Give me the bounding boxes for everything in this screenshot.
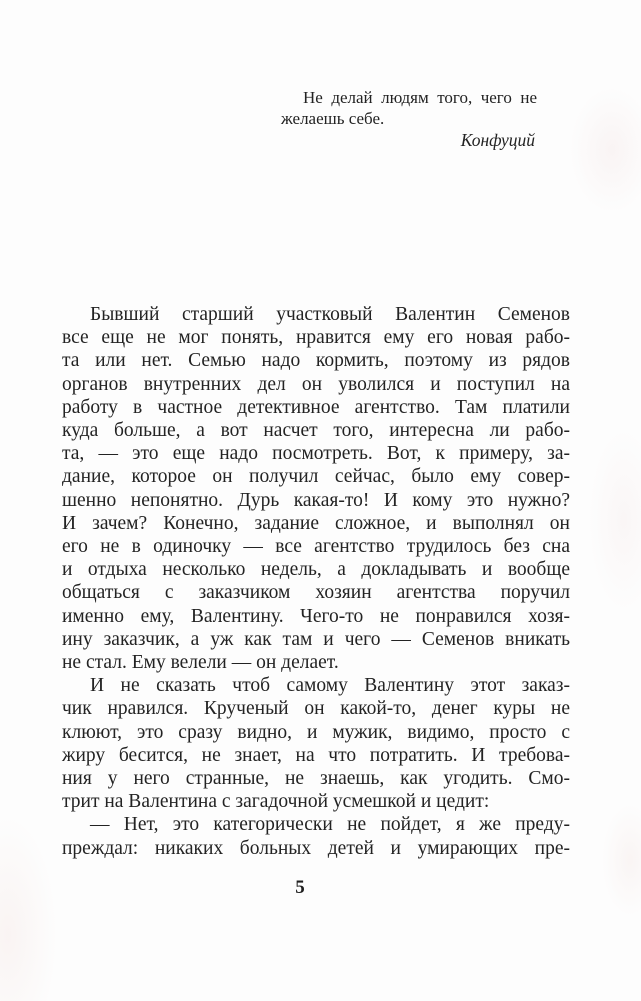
text-line: ния у него странные, не знаешь, как угодить. Смо- bbox=[62, 768, 570, 790]
text-line: чик нравился. Крученый он какой-то, денег куры не bbox=[62, 698, 570, 720]
text-line: шенно непонятно. Дурь какая-то! И кому это нужно? bbox=[62, 489, 570, 511]
text-line: именно ему, Валентину. Чего-то не понравился хозя- bbox=[62, 605, 570, 627]
text-line: И не сказать чтоб самому Валентину этот заказ- bbox=[90, 675, 570, 697]
text-line: — Нет, это категорически не пойдет, я же преду- bbox=[90, 814, 570, 836]
epigraph bbox=[281, 88, 537, 151]
page-number: 5 bbox=[295, 877, 305, 898]
epigraph-line: желаешь себе. bbox=[281, 108, 385, 128]
text-line: общаться с заказчиком хозяин агентства поручил bbox=[62, 582, 570, 604]
text-line: органов внутренних дел он уволился и поступил на bbox=[62, 373, 570, 395]
text-line: Бывший старший участковый Валентин Семенов bbox=[90, 304, 570, 325]
epigraph-line: Не делай людям того, чего не bbox=[303, 88, 537, 107]
text-line: жиру бесится, не знает, на что потратить. И требова- bbox=[62, 744, 570, 766]
body-text bbox=[62, 303, 570, 860]
text-line: не стал. Ему велели — он делает. bbox=[62, 652, 339, 674]
text-line: все еще не мог понять, нравится ему его новая рабо- bbox=[62, 327, 570, 349]
text-line: та или нет. Семью надо кормить, поэтому из рядов bbox=[62, 350, 570, 372]
text-line: клюют, это сразу видно, и мужик, видимо, просто с bbox=[62, 721, 570, 743]
text-line: трит на Валентина с загадочной усмешкой и цедит: bbox=[62, 791, 490, 813]
text-line: та, — это еще надо посмотреть. Вот, к примеру, за- bbox=[62, 443, 570, 465]
epigraph-author: Конфуций bbox=[460, 130, 535, 150]
text-line: ину заказчик, а уж как там и чего — Семенов вникать bbox=[62, 628, 570, 650]
text-line: дание, которое он получил сейчас, было ему совер- bbox=[62, 466, 570, 488]
text-line: куда больше, а вот насчет того, интересна ли рабо- bbox=[62, 420, 570, 442]
text-line: преждал: никаких больных детей и умирающих пре- bbox=[62, 837, 570, 859]
text-line: его не в одиночку — все агентство трудилось без сна bbox=[62, 536, 570, 558]
text-line: и отдыха несколько недель, а докладывать и вообще bbox=[62, 559, 570, 581]
text-line: И зачем? Конечно, задание сложное, и выполнял он bbox=[62, 512, 570, 534]
text-line: работу в частное детективное агентство. Там платили bbox=[62, 396, 570, 418]
